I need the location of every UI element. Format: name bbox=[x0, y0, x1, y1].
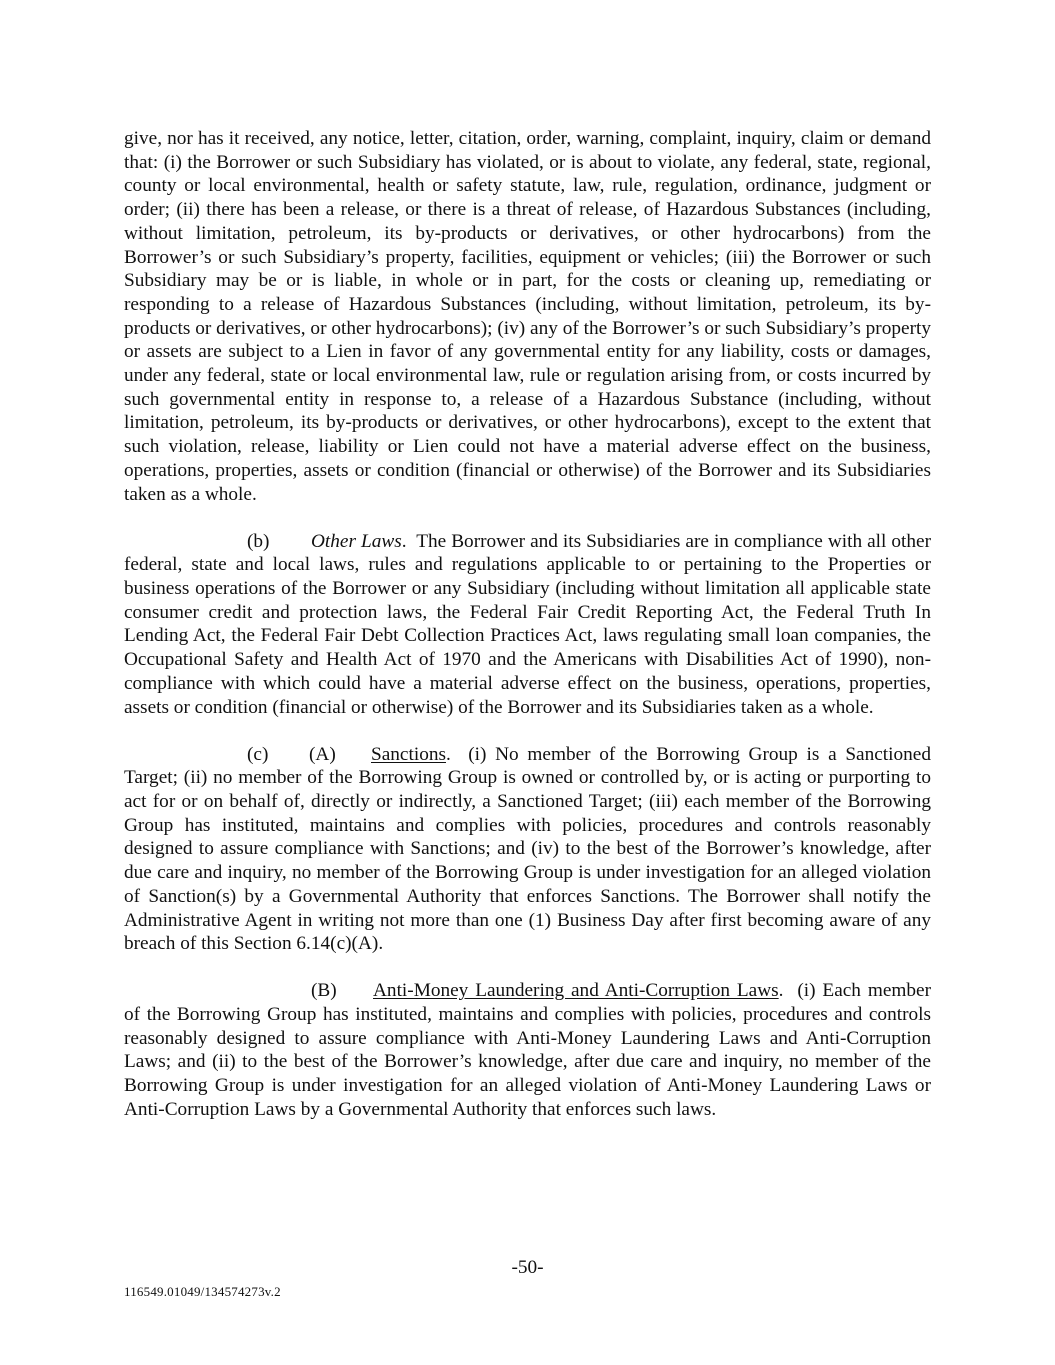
clause-label-c: (c) bbox=[247, 743, 269, 765]
heading-period: . bbox=[401, 530, 407, 552]
paragraph-sanctions-text: (i) No member of the Borrowing Group is a Sanctioned Target; (ii) no member of the Borrowing Group is owned or controlled by, or is acting or purporting to act for or on behalf of, directly or indirectly, a Sanctioned Target; (iii) each member of the Borrowing Group has instituted, maintains and complies with policies, procedures and controls reasonably designed to assure compliance with Sanctions; and (iv) to the best of the Borrower’s knowledge, after due care and inquiry, no member of the Borrowing Group is under investigation for an alleged violation of Sanction(s) by a Governmental Authority that enforces Sanctions. The Borrower shall notify the Administrative Agent in writing not more than one (1) Business Day after first becoming aware of any breach of this Section 6.14(c)(A). bbox=[124, 743, 931, 955]
paragraph-other-laws-text: The Borrower and its Subsidiaries are in compliance with all other federal, state and local laws, rules and regulations applicable to or pertaining to the Properties or business operations of the Borrower or any Subsidiary (including without limitation all applicable state consumer credit and protection laws, the Federal Fair Credit Reporting Act, the Federal Truth In Lending Act, the Federal Fair Debt Collection Practices Act, laws regulating small loan companies, the Occupational Safety and Health Act of 1970 and the Americans with Disabilities Act of 1990), non-compliance with which could have a material adverse effect on the business, operations, properties, assets or condition (financial or otherwise) of the Borrower and its Subsidiaries taken as a whole. bbox=[124, 530, 931, 718]
paragraph-anti-money-laundering-text: (i) Each member of the Borrowing Group has instituted, maintains and complies with policies, procedures and controls reasonably designed to assure compliance with Anti-Money Laundering Laws and Anti-Corruption Laws; and (ii) to the best of the Borrower’s knowledge, after due care and inquiry, no member of the Borrowing Group is under investigation for an alleged violation of Anti-Money Laundering Laws or Anti-Corruption Laws by a Governmental Authority that enforces such laws. bbox=[124, 980, 932, 1120]
paragraph-anti-money-laundering bbox=[124, 979, 931, 1121]
heading-anti-money-laundering: Anti-Money Laundering and Anti-Corruption Laws bbox=[373, 980, 779, 1002]
document-id: 116549.01049/134574273v.2 bbox=[124, 1284, 281, 1299]
heading-sanctions: Sanctions bbox=[371, 743, 446, 765]
paragraph-environmental-continuation: give, nor has it received, any notice, letter, citation, order, warning, complaint, inquiry, claim or demand that: (i) the Borrower or such Subsidiary has violated, or is about to violate, any federal, state, regional, county or local environmental, health or safety statute, law, rule, regulation, ordinance, judgment or order; (ii) there has been a release, or there is a threat of release, of Hazardous Substances (including, without limitation, petroleum, its by-products or derivatives, or other hydrocarbons) from the Borrower’s or such Subsidiary’s property, facilities, equipment or vehicles; (iii) the Borrower or such Subsidiary may be or is liable, in whole or in part, for the costs or cleaning up, remediating or responding to a release of Hazardous Substances (including, without limitation, petroleum, its by-products or derivatives, or other hydrocarbons); (iv) any of the Borrower’s or such Subsidiary’s property or assets are subject to a Lien in favor of any governmental entity for any liability, costs or damages, under any federal, state or local environmental law, rule or regulation arising from, or costs incurred by such governmental entity in response to, a release of a Hazardous Substance (including, without limitation, petroleum, its by-products or derivatives, or other hydrocarbons), except to the extent that such violation, release, liability or Lien could not have a material adverse effect on the business, operations, properties, assets or condition (financial or otherwise) of the Borrower and its Subsidiaries taken as a whole. bbox=[124, 128, 931, 505]
heading-other-laws: Other Laws bbox=[311, 530, 402, 552]
paragraph-other-laws bbox=[124, 530, 931, 720]
heading-period: . bbox=[778, 980, 784, 1002]
paragraph-sanctions bbox=[124, 743, 931, 956]
clause-label-b: (b) bbox=[247, 530, 270, 552]
clause-label-B: (B) bbox=[311, 980, 337, 1002]
document-body bbox=[124, 127, 931, 1145]
heading-period: . bbox=[445, 743, 451, 765]
clause-label-A: (A) bbox=[309, 743, 336, 765]
page-number: -50- bbox=[511, 1257, 544, 1278]
